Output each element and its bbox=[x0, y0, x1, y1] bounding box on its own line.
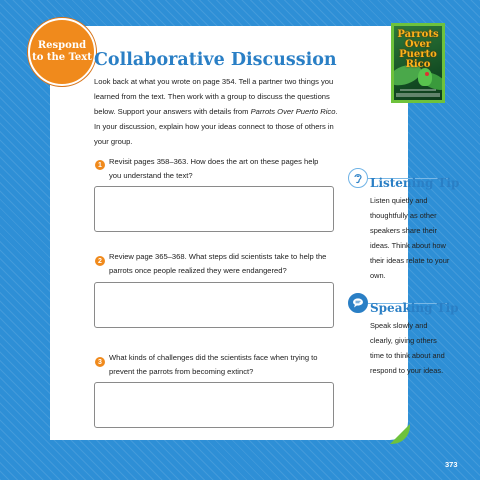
listening-tip-title: Listening Tip bbox=[370, 176, 460, 190]
answer-box-1[interactable] bbox=[94, 186, 334, 232]
question-2-text: Review page 365–368. What steps did scientists take to help the parrots once people realized they were endangered? bbox=[109, 252, 327, 275]
intro-paragraph: Look back at what you wrote on page 354. Tell a partner two things you learned from the text. Then work with a group to discuss the questions below. Support your answers with details from Parrots Over Puerto Rico. In your discussion, explain how your ideas connect to those of others in your group. bbox=[94, 77, 338, 146]
question-1-text: Revisit pages 358–363. How does the art on these pages help you understand the text? bbox=[109, 157, 319, 180]
question-number-1: 1 bbox=[95, 160, 105, 170]
question-3-text: What kinds of challenges did the scientists face when trying to prevent the parrots from becoming extinct? bbox=[109, 353, 318, 376]
answer-box-2[interactable] bbox=[94, 282, 334, 328]
question-number-3: 3 bbox=[95, 357, 105, 367]
listening-tip-text: Listen quietly and thoughtfully as other speakers share their ideas. Think about how their ideas relate to your own. bbox=[370, 196, 450, 280]
book-cover-image bbox=[391, 23, 445, 103]
answer-box-3[interactable] bbox=[94, 382, 334, 428]
question-number-2: 2 bbox=[95, 256, 105, 266]
page-title: Collaborative Discussion bbox=[94, 50, 337, 70]
badge-line-2: to the Text bbox=[32, 52, 92, 63]
ear-icon bbox=[348, 168, 368, 188]
speaking-tip-title: Speaking Tip bbox=[370, 301, 459, 315]
badge-line-1: Respond bbox=[37, 40, 87, 51]
page-number: 373 bbox=[445, 460, 458, 469]
respond-badge bbox=[28, 18, 96, 86]
speaking-tip-text: Speak slowly and clearly, giving others time to think about and respond to your ideas. bbox=[370, 321, 445, 375]
cover-title: Parrots Over Puerto Rico bbox=[397, 29, 439, 70]
speech-bubble-icon bbox=[348, 293, 368, 313]
parrot-illustration bbox=[418, 68, 432, 86]
book-title-italic: Parrots Over Puerto Rico bbox=[250, 107, 336, 116]
